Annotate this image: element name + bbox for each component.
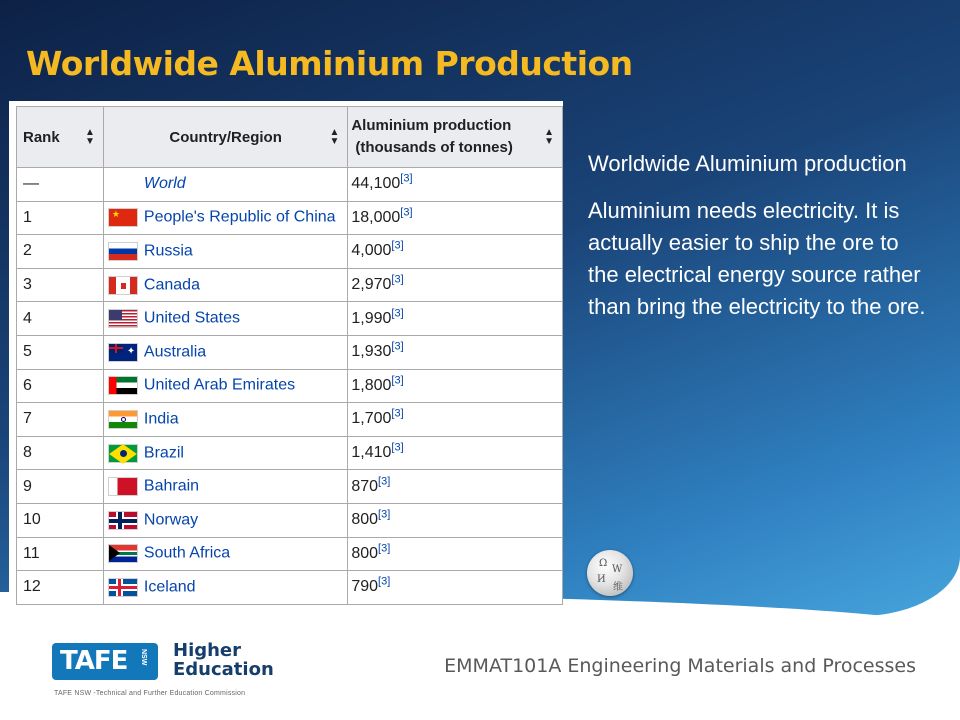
reference-link[interactable]: [3] — [378, 475, 391, 488]
production-header[interactable] — [348, 107, 563, 168]
production-header-label-2: (thousands of tonnes) — [355, 139, 513, 156]
higher-education-line-2: Education — [173, 659, 274, 680]
reference-link[interactable]: [3] — [378, 542, 391, 555]
india-flag-icon[interactable] — [108, 410, 138, 429]
production-table-panel — [9, 101, 563, 610]
russia-flag-icon[interactable] — [108, 242, 138, 261]
production-value: 870 — [351, 477, 379, 495]
country-header[interactable] — [103, 107, 347, 168]
country-cell — [103, 302, 347, 336]
rank-cell: 8 — [17, 436, 104, 470]
production-table — [16, 106, 563, 605]
production-cell — [348, 268, 563, 302]
production-cell — [348, 436, 563, 470]
bahrain-flag-icon[interactable] — [108, 477, 138, 496]
production-cell — [348, 537, 563, 571]
production-value: 4,000 — [351, 242, 392, 260]
country-link[interactable]: People's Republic of China — [143, 209, 336, 227]
country-cell — [103, 235, 347, 269]
rank-cell: 1 — [17, 201, 104, 235]
australia-flag-icon[interactable] — [108, 343, 138, 362]
country-cell — [103, 503, 347, 537]
text-heading: Worldwide Aluminium production — [588, 151, 907, 176]
china-flag-icon[interactable] — [108, 208, 138, 227]
country-cell — [103, 436, 347, 470]
production-value: 1,410 — [351, 444, 392, 462]
rank-cell: 5 — [17, 335, 104, 369]
slide-title: Worldwide Aluminium Production — [26, 44, 633, 83]
tafe-logo — [52, 643, 158, 680]
south-africa-flag-icon[interactable] — [108, 544, 138, 563]
table-row — [17, 369, 563, 403]
table-row — [17, 335, 563, 369]
uae-flag-icon[interactable] — [108, 376, 138, 395]
rank-cell: 11 — [17, 537, 104, 571]
production-header-label-1: Aluminium production — [351, 117, 512, 134]
iceland-flag-icon[interactable] — [108, 578, 138, 597]
higher-education-label — [173, 641, 274, 679]
reference-link[interactable]: [3] — [391, 374, 404, 387]
norway-flag-icon[interactable] — [108, 511, 138, 530]
production-cell — [348, 335, 563, 369]
production-cell — [348, 235, 563, 269]
table-row — [17, 268, 563, 302]
table-row — [17, 503, 563, 537]
production-value: 1,930 — [351, 343, 392, 361]
reference-link[interactable]: [3] — [391, 240, 404, 253]
reference-link[interactable]: [3] — [378, 508, 391, 521]
table-body — [17, 168, 563, 605]
country-link[interactable]: Canada — [143, 276, 200, 294]
commission-text: TAFE NSW -Technical and Further Education Commission — [54, 690, 246, 697]
sort-arrows-icon[interactable]: ▲ ▼ — [85, 127, 95, 147]
production-value: 800 — [351, 544, 379, 562]
production-value: 800 — [351, 511, 379, 529]
country-cell — [103, 470, 347, 504]
rank-header-label: Rank — [23, 128, 60, 146]
reference-link[interactable]: [3] — [391, 340, 404, 353]
country-cell — [103, 369, 347, 403]
country-cell — [103, 268, 347, 302]
table-row — [17, 470, 563, 504]
country-cell — [103, 571, 347, 605]
country-link[interactable]: Russia — [143, 242, 193, 260]
rank-cell: 12 — [17, 571, 104, 605]
country-link[interactable]: Norway — [143, 511, 199, 529]
production-value: 18,000 — [351, 208, 401, 226]
rank-cell: 10 — [17, 503, 104, 537]
production-cell — [348, 201, 563, 235]
rank-cell: 2 — [17, 235, 104, 269]
production-value: 2,970 — [351, 276, 392, 294]
table-row — [17, 168, 563, 202]
country-header-label: Country/Region — [169, 128, 282, 146]
table-row — [17, 201, 563, 235]
country-link[interactable]: South Africa — [143, 545, 231, 563]
reference-link[interactable]: [3] — [400, 206, 413, 219]
tafe-logo-text: TAFE — [60, 646, 128, 676]
reference-link[interactable]: [3] — [400, 172, 413, 185]
production-cell — [348, 168, 563, 202]
rank-cell: — — [17, 168, 104, 202]
production-value: 1,800 — [351, 376, 392, 394]
production-cell — [348, 369, 563, 403]
reference-link[interactable]: [3] — [378, 576, 391, 589]
production-cell — [348, 470, 563, 504]
production-cell — [348, 302, 563, 336]
table-row — [17, 537, 563, 571]
rank-header[interactable] — [17, 107, 104, 168]
canada-flag-icon[interactable] — [108, 276, 138, 295]
wikipedia-globe-icon: Ω W И 维 — [587, 550, 633, 596]
rank-cell: 6 — [17, 369, 104, 403]
table-row — [17, 235, 563, 269]
reference-link[interactable]: [3] — [391, 307, 404, 320]
table-row — [17, 403, 563, 437]
reference-link[interactable]: [3] — [391, 408, 404, 421]
table-row — [17, 302, 563, 336]
rank-cell: 7 — [17, 403, 104, 437]
rank-cell: 4 — [17, 302, 104, 336]
country-link[interactable]: Australia — [143, 343, 207, 361]
united-states-flag-icon[interactable] — [108, 309, 138, 328]
rank-cell: 3 — [17, 268, 104, 302]
country-cell — [103, 403, 347, 437]
sort-arrows-icon[interactable]: ▲ ▼ — [544, 127, 554, 147]
production-value: 1,700 — [351, 410, 392, 428]
reference-link[interactable]: [3] — [391, 441, 404, 454]
country-link[interactable]: United States — [143, 309, 240, 327]
country-link[interactable]: Iceland — [143, 578, 196, 596]
table-row — [17, 571, 563, 605]
higher-education-line-1: Higher — [173, 640, 242, 661]
production-value: 44,100 — [351, 175, 401, 193]
rank-cell: 9 — [17, 470, 104, 504]
tafe-logo-nsw: NSW — [140, 649, 147, 666]
country-cell — [103, 168, 347, 202]
country-link[interactable]: India — [143, 410, 179, 428]
course-title: EMMAT101A Engineering Materials and Processes — [444, 655, 916, 677]
brazil-flag-icon[interactable] — [108, 444, 138, 463]
production-cell — [348, 403, 563, 437]
reference-link[interactable]: [3] — [391, 273, 404, 286]
country-link[interactable]: Bahrain — [143, 477, 200, 495]
table-row — [17, 436, 563, 470]
sort-arrows-icon[interactable]: ▲ ▼ — [329, 127, 340, 147]
country-link[interactable]: World — [143, 175, 186, 193]
country-cell — [103, 537, 347, 571]
production-cell — [348, 571, 563, 605]
country-link[interactable]: United Arab Emirates — [143, 377, 296, 395]
slide-text-block — [588, 148, 933, 323]
text-body: Aluminium needs electricity. It is actually easier to ship the ore to the electrical energy source rather than bring the electricity to the ore. — [588, 198, 926, 319]
table-header-row — [17, 107, 563, 168]
country-cell — [103, 201, 347, 235]
country-link[interactable]: Brazil — [143, 444, 184, 462]
country-cell — [103, 335, 347, 369]
production-value: 790 — [351, 578, 379, 596]
production-value: 1,990 — [351, 309, 392, 327]
production-cell — [348, 503, 563, 537]
